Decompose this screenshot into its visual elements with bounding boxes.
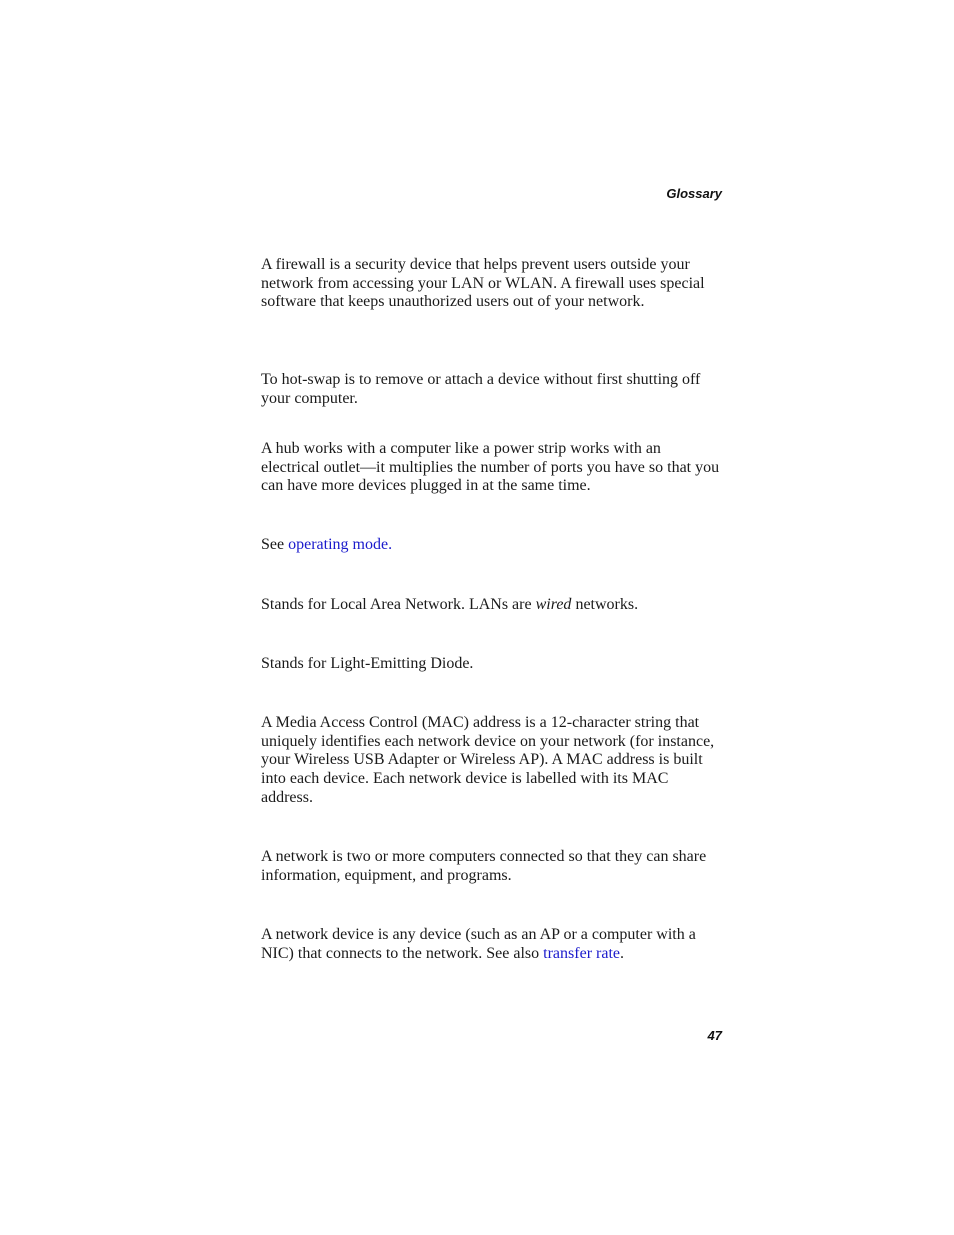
running-header: Glossary [666,186,722,201]
operating-mode-link[interactable]: operating mode. [288,536,393,553]
lan-text-end: networks. [571,596,639,613]
page-number: 47 [707,1028,722,1043]
hot-swap-definition: To hot-swap is to remove or attach a device without first shutting off your computer. [261,371,701,407]
firewall-definition: A firewall is a security device that helps prevent users outside your network from accessing your LAN or WLAN. A firewall uses special software that keeps unauthorized users out of your network. [261,256,705,311]
network-device-text: A network device is any device (such as an AP or a computer with a NIC) that connects to the network. See also [261,926,696,962]
mac-address-definition: A Media Access Control (MAC) address is a 12-character string that uniquely identifies each network device on your network (for instance, your Wireless USB Adapter or Wireless AP). A MAC address is built into each device. Each network device is labelled with its MAC address. [261,714,715,806]
infrastructure-definition [261,536,723,555]
see-text: See [261,536,289,553]
lan-text: Stands for Local Area Network. LANs are [261,596,536,613]
network-device-definition [261,926,723,963]
lan-definition [261,596,723,615]
hub-definition: A hub works with a computer like a power strip works with an electrical outlet—it multiplies the number of ports you have so that you can have more devices plugged in at the same time. [261,440,720,495]
network-definition: A network is two or more computers connected so that they can share information, equipment, and programs. [261,848,707,884]
wired-emphasis: wired [535,596,572,613]
led-definition: Stands for Light-Emitting Diode. [261,655,474,672]
transfer-rate-link[interactable]: transfer rate [543,944,620,962]
network-device-text-end: . [620,944,624,962]
